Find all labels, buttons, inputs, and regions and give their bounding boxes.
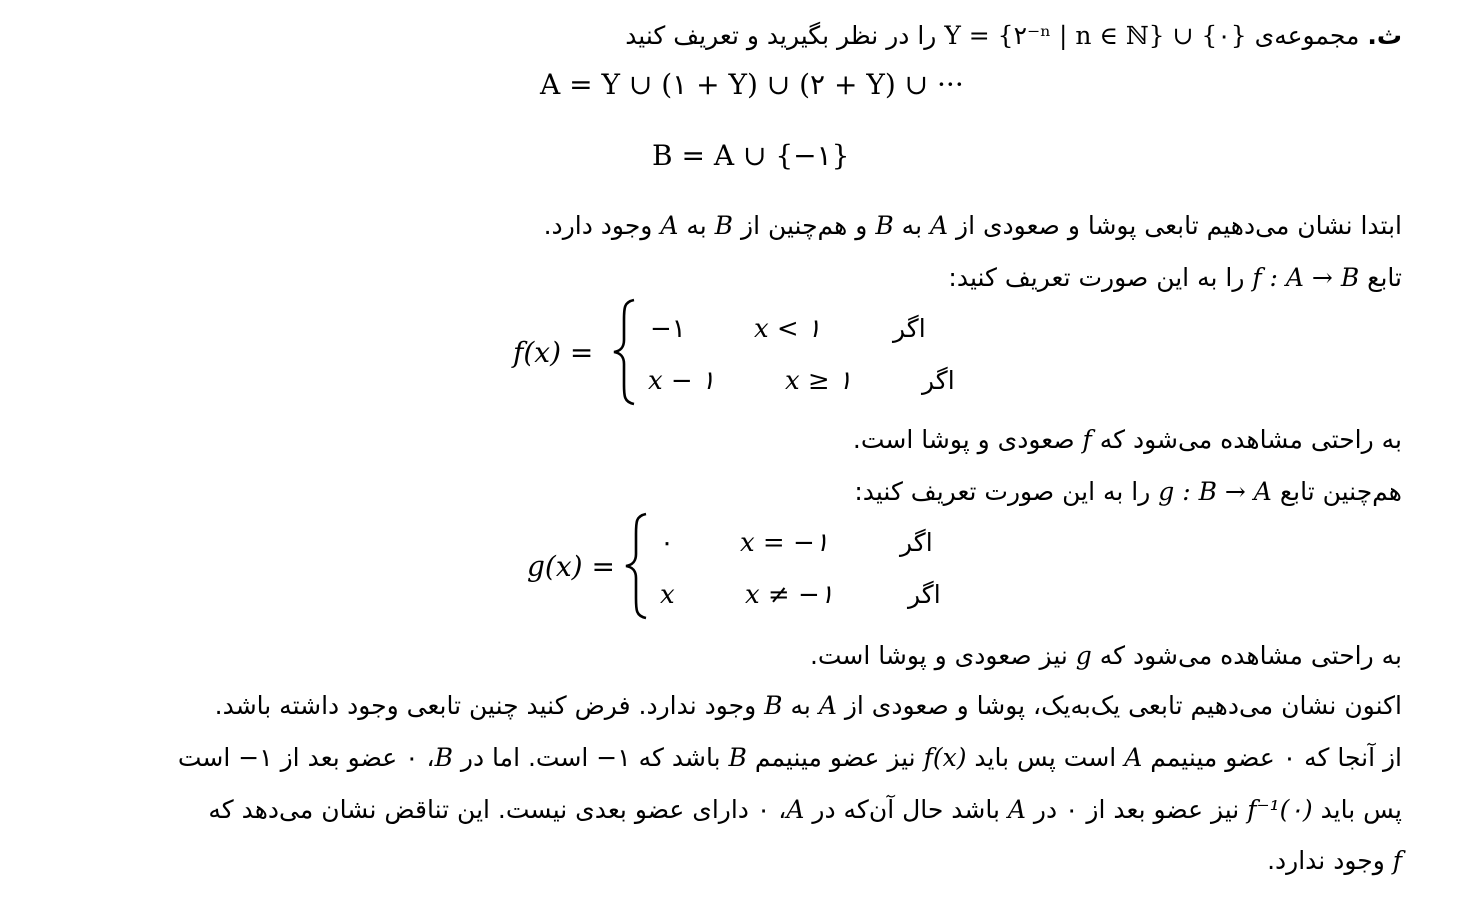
paragraph-conclusion [75,843,1402,879]
paragraph-f-property [75,422,1402,458]
equation-b: B = A ∪ {−۱} [652,139,850,172]
equation-a: A = Y ∪ (۱ + Y) ∪ (۲ + Y) ∪ ··· [540,68,964,101]
math-var: f [1082,425,1092,454]
set-y-expression: Y = {۲⁻ⁿ | n ∈ ℕ} ∪ {۰} [944,21,1247,50]
g-case1-if-word: اگر [900,528,933,557]
intro-text-after: را در نظر بگیرید و تعریف کنید [625,21,937,50]
math-var: B [728,743,747,772]
function-f-signature: f : A → B [1252,263,1360,292]
math-expr: f(x) [923,743,967,772]
f-case2-if-word: اگر [922,366,955,395]
text-segment: به [790,691,811,720]
text-segment: ، ۰ دارای عضو بعدی نیست. این تناقض نشان می‌دهد که [208,795,787,824]
text-segment: باشد حال آن‌که در [812,795,1000,824]
f-case2-condition: x ≥ ۱ [785,366,852,396]
math-var: A [786,795,805,824]
f-case1-if-word: اگر [893,314,926,343]
paragraph-g-property [75,638,1402,674]
g-definition-lhs: g(x) = [527,550,615,583]
text-segment: به [901,211,923,240]
text-segment: وجود ندارد. [1267,846,1385,875]
text-segment: ، ۰ عضو بعد از ۱− است [177,743,435,772]
g-case2-if-word: اگر [908,580,941,609]
text-segment: نیز صعودی و پوشا است. [809,641,1068,670]
g-case2-value: x [660,580,675,610]
math-var: A [930,211,949,240]
f-definition-lhs: f(x) = [513,336,594,369]
f-case2-value: x − ۱ [648,366,715,396]
math-var: B [875,211,894,240]
text-segment: ابتدا نشان می‌دهیم تابعی پوشا و صعودی از [956,211,1402,240]
math-var: B [434,743,453,772]
math-var: B [764,691,783,720]
text-segment: هم‌چنین تابع [1279,477,1402,506]
text-segment: اکنون نشان می‌دهیم تابعی یک‌به‌یک، پوشا و صعودی از [844,691,1402,720]
text-segment: نیز عضو بعد از ۰ در [1033,795,1240,824]
math-expr: f⁻¹(۰) [1247,795,1313,824]
text-segment: وجود ندارد. فرض کنید چنین تابعی وجود داشته باشد. [214,691,757,720]
text-segment: وجود دارد. [543,211,653,240]
left-brace-icon [624,512,648,620]
text-segment: پس باید [1320,795,1402,824]
g-case1-condition: x = −۱ [740,528,829,558]
text-segment: باشد که ۱− است. اما در [460,743,721,772]
math-var: A [1007,795,1026,824]
paragraph-nonexistence-claim [75,688,1402,724]
text-segment: را به این صورت تعریف کنید: [854,477,1151,506]
g-case2-condition: x ≠ −۱ [745,580,834,610]
g-case1-value: ۰ [660,528,674,558]
text-segment: را به این صورت تعریف کنید: [948,263,1245,292]
math-var: B [714,211,734,240]
text-segment: است پس باید [974,743,1117,772]
math-var: A [660,211,679,240]
math-var: A [818,691,837,720]
left-brace-icon [612,298,636,406]
text-segment: از آنجا که ۰ عضو مینیمم [1150,743,1402,772]
f-case1-value: −۱ [650,314,686,344]
function-g-signature: g : B → A [1158,477,1272,506]
math-var: g [1075,641,1092,670]
paragraph-define-g [75,474,1402,510]
intro-text-before: مجموعه‌ی [1254,21,1360,50]
text-segment: تابع [1367,263,1402,292]
text-segment: و هم‌چنین از [741,211,868,240]
problem-label: ث. [1367,21,1402,50]
math-var: f [1392,846,1402,875]
text-segment: به [686,211,707,240]
paragraph-existence [75,208,1402,244]
intro-line [75,18,1402,54]
paragraph-define-f [75,260,1402,296]
f-case1-condition: x < ۱ [754,314,821,344]
text-segment: به راحتی مشاهده می‌شود که [1099,641,1402,670]
text-segment: صعودی و پوشا است. [852,425,1075,454]
text-segment: به راحتی مشاهده می‌شود که [1099,425,1402,454]
math-var: A [1124,743,1143,772]
paragraph-proof-line-2 [75,792,1402,828]
text-segment: نیز عضو مینیمم [754,743,916,772]
paragraph-proof-line-1 [75,740,1402,776]
